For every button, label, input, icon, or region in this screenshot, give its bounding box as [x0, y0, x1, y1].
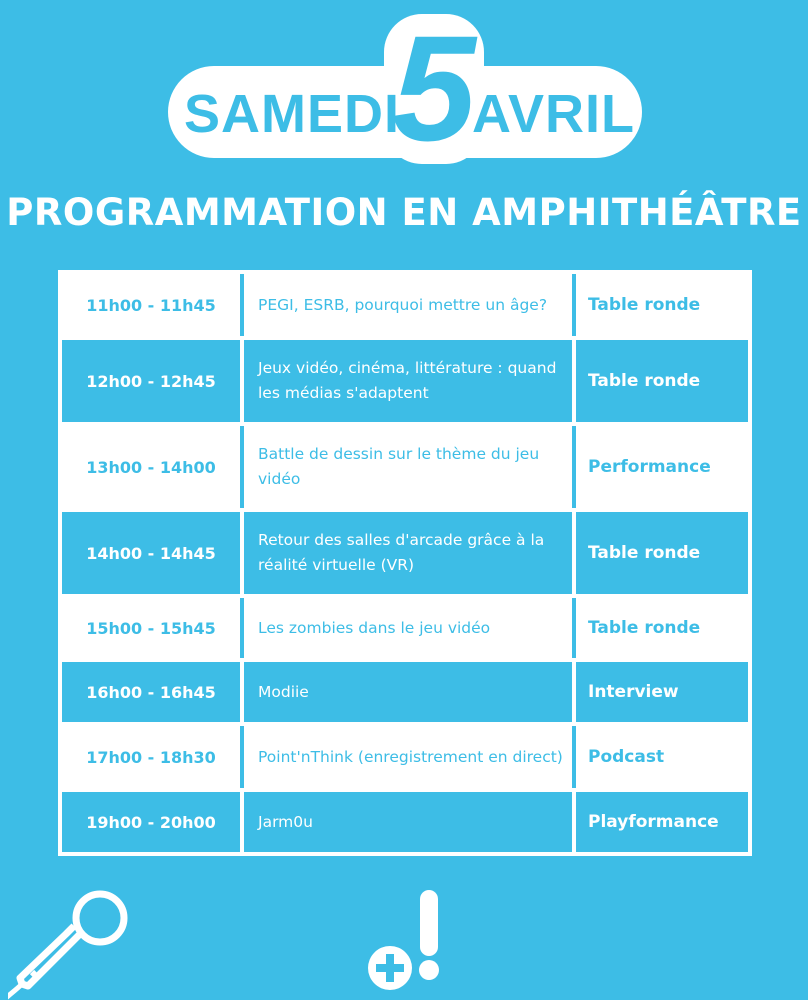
- description-cell: Retour des salles d'arcade grâce à la réalité virtuelle (VR): [240, 512, 572, 594]
- table-row: [62, 422, 748, 508]
- table-row: [62, 336, 748, 422]
- time-cell: 17h00 - 18h30: [86, 747, 216, 767]
- description-cell: Jeux vidéo, cinéma, littérature : quand les médias s'adaptent: [240, 340, 572, 422]
- description-cell: Battle de dessin sur le thème du jeu vidéo: [240, 426, 572, 508]
- page-title: PROGRAMMATION EN AMPHITHÉÂTRE: [6, 191, 802, 234]
- day-word: SAMEDI: [184, 84, 401, 144]
- type-cell: Interview: [572, 662, 748, 722]
- time-cell: 11h00 - 11h45: [86, 295, 216, 315]
- day-number: 5: [392, 4, 476, 172]
- time-cell: 12h00 - 12h45: [86, 371, 216, 391]
- description-cell: Les zombies dans le jeu vidéo: [240, 598, 572, 658]
- time-cell: 16h00 - 16h45: [86, 682, 216, 702]
- table-row: [62, 722, 748, 788]
- description-cell: PEGI, ESRB, pourquoi mettre un âge?: [240, 274, 572, 336]
- schedule-table: [58, 270, 752, 856]
- type-cell: Table ronde: [572, 274, 748, 336]
- month-word: AVRIL: [472, 84, 635, 144]
- type-cell: Table ronde: [572, 598, 748, 658]
- table-row: [62, 274, 748, 336]
- time-cell: 15h00 - 15h45: [86, 618, 216, 638]
- description-cell: Jarm0u: [240, 792, 572, 852]
- date-header: [0, 0, 808, 180]
- table-row: [62, 508, 748, 594]
- type-cell: Table ronde: [572, 340, 748, 422]
- microphone-icon: [8, 888, 128, 1000]
- type-cell: Playformance: [572, 792, 748, 852]
- time-cell: 14h00 - 14h45: [86, 543, 216, 563]
- type-cell: Podcast: [572, 726, 748, 788]
- table-row: [62, 658, 748, 722]
- time-cell: 19h00 - 20h00: [86, 812, 216, 832]
- type-cell: Performance: [572, 426, 748, 508]
- type-cell: Table ronde: [572, 512, 748, 594]
- gamepad-logo-icon: [360, 884, 450, 1000]
- table-row: [62, 788, 748, 852]
- description-cell: Modiie: [240, 662, 572, 722]
- table-row: [62, 594, 748, 658]
- time-cell: 13h00 - 14h00: [86, 457, 216, 477]
- description-cell: Point'nThink (enregistrement en direct): [240, 726, 572, 788]
